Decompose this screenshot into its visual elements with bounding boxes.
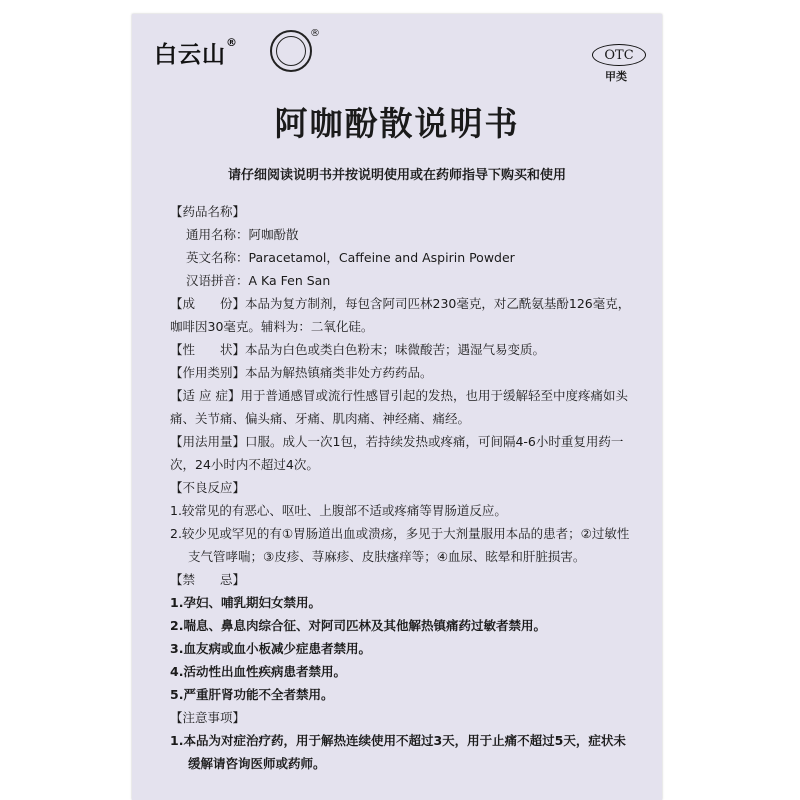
composition-section: [170, 292, 634, 338]
contraindication-item-5: 5.严重肝肾功能不全者禁用。: [170, 687, 334, 702]
english-name-label: 英文名称：: [186, 250, 249, 265]
registered-mark: ®: [226, 36, 238, 49]
category-text: 本品为解热镇痛类非处方药药品。: [245, 365, 433, 380]
contraindication-item-3: 3.血友病或血小板减少症患者禁用。: [170, 641, 371, 656]
brand-name: 白云山: [154, 42, 226, 68]
contraindication-item-2: 2.喘息、鼻息肉综合征、对阿司匹林及其他解热镇痛药过敏者禁用。: [170, 618, 546, 633]
contraindication-item-1: 1.孕妇、哺乳期妇女禁用。: [170, 595, 321, 610]
indications-text: 用于普通感冒或流行性感冒引起的发热，也用于缓解轻至中度疼痛如头痛、关节痛、偏头痛、牙痛、肌肉痛、神经痛、痛经。: [170, 388, 628, 426]
pinyin-row: [170, 269, 634, 292]
adverse-item-2: 2.较少见或罕见的有①胃肠道出血或溃疡，多见于大剂量服用本品的患者；②过敏性支气管哮喘；③皮疹、荨麻疹、皮肤瘙痒等；④血尿、眩晕和肝脏损害。: [170, 526, 630, 564]
leaflet-sheet: [132, 14, 662, 800]
document-title: 阿咖酚散说明书: [274, 104, 520, 143]
indications-section: [170, 384, 634, 430]
properties-text: 本品为白色或类白色粉末；味微酸苦；遇湿气易变质。: [245, 342, 546, 357]
section-heading-indications: 【适 应 症】: [170, 388, 241, 403]
contraindication-item-4: 4.活动性出血性疾病患者禁用。: [170, 664, 346, 679]
brand-logo: [154, 36, 238, 69]
section-heading-dosage: 【用法用量】: [170, 434, 246, 449]
composition-text: 本品为复方制剂，每包含阿司匹林230毫克，对乙酰氨基酚126毫克，咖啡因30毫克。辅料为：二氧化硅。: [170, 296, 631, 334]
generic-name-value: 阿咖酚散: [248, 227, 299, 242]
dosage-section: [170, 430, 634, 476]
otc-class-label: 甲类: [605, 70, 627, 83]
english-name-row: [170, 246, 634, 269]
section-heading-category: 【作用类别】: [170, 365, 246, 380]
dosage-text: 口服。成人一次1包，若持续发热或疼痛，可间隔4-6小时重复用药一次，24小时内不超过4次。: [170, 434, 624, 472]
precaution-item-1: 1.本品为对症治疗药，用于解热连续使用不超过3天，用于止痛不超过5天，症状未缓解请咨询医师或药师。: [170, 733, 626, 771]
otc-badge: OTC: [592, 44, 646, 66]
pinyin-value: A Ka Fen San: [248, 273, 331, 288]
document-subtitle: 请仔细阅读说明书并按说明使用或在药师指导下购买和使用: [227, 168, 566, 183]
generic-name-label: 通用名称：: [186, 227, 249, 242]
section-heading-adverse: 【不良反应】: [170, 480, 246, 495]
generic-name-row: [170, 223, 634, 246]
seal-registered-mark: ®: [310, 28, 320, 39]
category-section: [170, 361, 634, 384]
leaflet-content: [170, 200, 634, 775]
seal-logo-icon: [270, 30, 312, 72]
english-name-value: Paracetamol，Caffeine and Aspirin Powder: [248, 250, 515, 265]
section-heading-composition: 【成 份】: [170, 296, 246, 311]
adverse-item-1: 1.较常见的有恶心、呕吐、上腹部不适或疼痛等胃肠道反应。: [170, 503, 507, 518]
properties-section: [170, 338, 634, 361]
section-heading-properties: 【性 状】: [170, 342, 246, 357]
seal-inner-ring: [276, 36, 306, 66]
section-heading-drug-name: 【药品名称】: [170, 204, 246, 219]
section-heading-precautions: 【注意事项】: [170, 710, 246, 725]
section-heading-contraindications: 【禁 忌】: [170, 572, 246, 587]
pinyin-label: 汉语拼音：: [186, 273, 249, 288]
